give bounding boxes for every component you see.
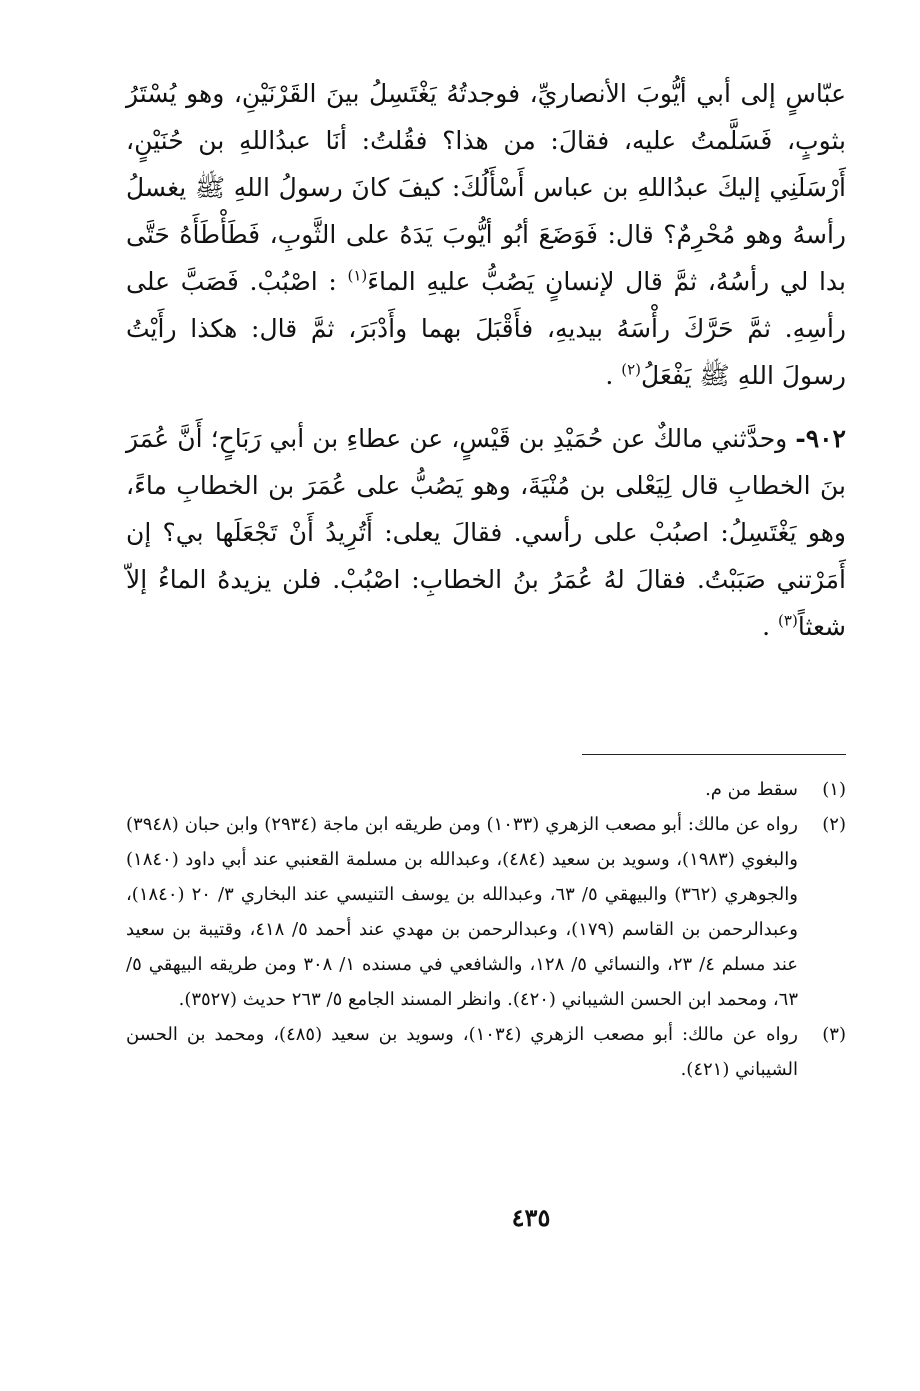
paragraph-end: . — [605, 361, 622, 390]
page-number: ٤٣٥ — [511, 1203, 551, 1232]
footnote-text: سقط من م. — [705, 779, 798, 800]
hadith-number: ٩٠٢- — [795, 424, 846, 453]
paragraph-text: : اصْبُبْ. فَصَبَّ على رأسِهِ. ثمَّ حَرَّكَ رأْسَهُ بيديهِ، فأَقْبَلَ بهما وأَدْبَرَ، ثمَّ قال: هكذا رأَيْتُ رسولَ اللهِ ﷺ يَفْعَلُ — [126, 267, 846, 390]
paragraph-hadith-902 — [126, 415, 846, 650]
footnotes — [126, 772, 846, 1087]
paragraph-hadith-901-continued — [126, 70, 846, 399]
footnote-ref-3: (٣) — [778, 611, 798, 630]
footnote-separator — [582, 754, 846, 755]
paragraph-text: وحدَّثني مالكٌ عن حُمَيْدِ بن قَيْسٍ، عن عطاءِ بن أبي رَبَاحٍ؛ أَنَّ عُمَرَ بنَ الخطابِ قال لِيَعْلى بن مُنْيَةَ، وهو يَصُبُّ على عُمَرَ بن الخطابِ ماءً، وهو يَغْتَسِلُ: اصبُبْ على رأسي. فقالَ يعلى: أَتُرِيدُ أَنْ تَجْعَلَها بي؟ إن أَمَرْتني صَبَبْتُ. فقالَ لهُ عُمَرُ بنُ الخطابِ: اصْبُبْ. فلن يزيدهُ الماءُ إلاّ شعثاً — [126, 424, 846, 641]
footnote-number: (٢) — [822, 814, 846, 835]
paragraph-end: . — [762, 612, 779, 641]
footnote-ref-1: (١) — [347, 266, 368, 285]
footnote-2 — [126, 807, 846, 1017]
footnote-3 — [126, 1017, 846, 1087]
footnote-number: (٣) — [822, 1024, 846, 1045]
main-text — [126, 70, 846, 650]
footnote-text: رواه عن مالك: أبو مصعب الزهري (١٠٣٤)، وسويد بن سعيد (٤٨٥)، ومحمد بن الحسن الشيباني (٤٢١). — [126, 1024, 798, 1080]
footnote-1 — [126, 772, 846, 807]
book-page — [126, 0, 846, 1391]
footnote-ref-2: (٢) — [621, 360, 642, 379]
footnote-number: (١) — [822, 779, 846, 800]
footnote-text: رواه عن مالك: أبو مصعب الزهري (١٠٣٣) ومن طريقه ابن ماجة (٢٩٣٤) وابن حبان (٣٩٤٨) والبغوي (١٩٨٣)، وسويد بن سعيد (٤٨٤)، وعبدالله بن مسلمة القعنبي عند أبي داود (١٨٤٠) والجوهري (٣٦٢) والبيهقي ٥/ ٦٣، وعبدالله بن يوسف التنيسي عند البخاري ٣/ ٢٠ (١٨٤٠)، وعبدالرحمن بن القاسم (١٧٩)، وعبدالرحمن بن مهدي عند أحمد ٥/ ٤١٨، وقتيبة بن سعيد عند مسلم ٤/ ٢٣، والنسائي ٥/ ١٢٨، والشافعي في مسنده ١/ ٣٠٨ ومن طريقه البيهقي ٥/ ٦٣، ومحمد ابن الحسن الشيباني (٤٢٠). وانظر المسند الجامع ٥/ ٢٦٣ حديث (٣٥٢٧). — [126, 814, 799, 1010]
paragraph-text: عبّاسٍ إلى أبي أيُّوبَ الأنصاريِّ، فوجدتُهُ يَغْتَسِلُ بينَ القَرْنَيْنِ، وهو يُسْتَرُ بثوبٍ، فَسَلَّمتُ عليه، فقالَ: من هذا؟ فقُلتُ: أنَا عبدُاللهِ بن حُنَيْنٍ، أَرْسَلَنِي إليكَ عبدُاللهِ بن عباس أَسْأَلُكَ: كيفَ كانَ رسولُ اللهِ ﷺ يغسلُ رأسهُ وهو مُحْرِمٌ؟ قال: فَوَضَعَ أبُو أيُّوبَ يَدَهُ على الثَّوبِ، فَطَأْطَأَهُ حَتَّى بدا لي رأسُهُ، ثمَّ قال لإنسانٍ يَصُبُّ عليهِ الماءَ — [126, 79, 846, 296]
